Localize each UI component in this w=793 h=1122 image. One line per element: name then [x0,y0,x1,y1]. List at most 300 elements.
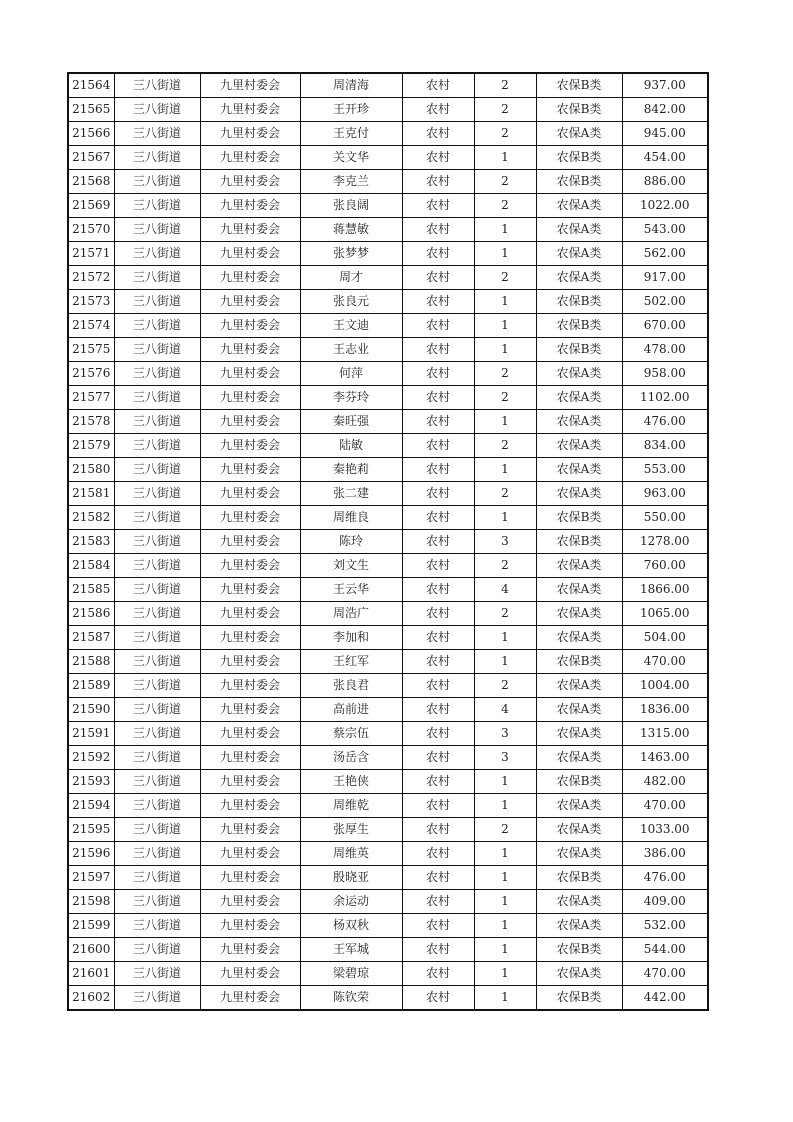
cell-street: 三八街道 [114,818,200,842]
cell-name: 周维乾 [300,794,402,818]
cell-street: 三八街道 [114,122,200,146]
cell-committee: 九里村委会 [200,194,300,218]
cell-category: 农保A类 [536,578,622,602]
cell-street: 三八街道 [114,266,200,290]
cell-area: 农村 [402,554,474,578]
cell-amount: 502.00 [622,290,708,314]
cell-count: 1 [474,146,536,170]
cell-count: 3 [474,746,536,770]
cell-id: 21576 [68,362,114,386]
cell-id: 21590 [68,698,114,722]
table-row [68,146,708,170]
cell-street: 三八街道 [114,458,200,482]
cell-amount: 1463.00 [622,746,708,770]
cell-area: 农村 [402,338,474,362]
cell-amount: 476.00 [622,866,708,890]
table-row [68,626,708,650]
table-row [68,242,708,266]
cell-committee: 九里村委会 [200,770,300,794]
cell-committee: 九里村委会 [200,698,300,722]
cell-area: 农村 [402,578,474,602]
table-row [68,698,708,722]
cell-count: 2 [474,362,536,386]
cell-name: 陆敏 [300,434,402,458]
cell-area: 农村 [402,482,474,506]
cell-id: 21600 [68,938,114,962]
cell-committee: 九里村委会 [200,962,300,986]
cell-count: 2 [474,266,536,290]
cell-street: 三八街道 [114,866,200,890]
cell-category: 农保A类 [536,962,622,986]
cell-count: 2 [474,602,536,626]
cell-area: 农村 [402,170,474,194]
table-row [68,938,708,962]
cell-street: 三八街道 [114,962,200,986]
cell-category: 农保A类 [536,266,622,290]
cell-id: 21593 [68,770,114,794]
cell-amount: 409.00 [622,890,708,914]
table-row [68,482,708,506]
cell-name: 王云华 [300,578,402,602]
cell-committee: 九里村委会 [200,938,300,962]
cell-street: 三八街道 [114,578,200,602]
cell-amount: 544.00 [622,938,708,962]
cell-area: 农村 [402,770,474,794]
cell-street: 三八街道 [114,938,200,962]
cell-category: 农保B类 [536,98,622,122]
cell-id: 21577 [68,386,114,410]
cell-street: 三八街道 [114,770,200,794]
cell-count: 2 [474,386,536,410]
cell-name: 何萍 [300,362,402,386]
cell-category: 农保A类 [536,362,622,386]
table-row [68,914,708,938]
cell-id: 21565 [68,98,114,122]
cell-committee: 九里村委会 [200,73,300,98]
cell-category: 农保A类 [536,914,622,938]
cell-amount: 476.00 [622,410,708,434]
cell-area: 农村 [402,842,474,866]
cell-street: 三八街道 [114,410,200,434]
cell-amount: 842.00 [622,98,708,122]
cell-count: 4 [474,578,536,602]
cell-amount: 1315.00 [622,722,708,746]
cell-count: 2 [474,554,536,578]
cell-id: 21567 [68,146,114,170]
cell-name: 张良阔 [300,194,402,218]
cell-area: 农村 [402,602,474,626]
cell-area: 农村 [402,698,474,722]
cell-amount: 470.00 [622,794,708,818]
table-row [68,434,708,458]
table-row [68,794,708,818]
cell-area: 农村 [402,722,474,746]
cell-committee: 九里村委会 [200,242,300,266]
cell-area: 农村 [402,122,474,146]
table-row [68,986,708,1011]
cell-committee: 九里村委会 [200,842,300,866]
table-row [68,650,708,674]
cell-id: 21588 [68,650,114,674]
cell-id: 21582 [68,506,114,530]
cell-name: 张良元 [300,290,402,314]
cell-category: 农保A类 [536,482,622,506]
cell-street: 三八街道 [114,530,200,554]
cell-area: 农村 [402,362,474,386]
cell-street: 三八街道 [114,626,200,650]
cell-committee: 九里村委会 [200,146,300,170]
cell-count: 1 [474,890,536,914]
cell-amount: 886.00 [622,170,708,194]
table-row [68,722,708,746]
cell-committee: 九里村委会 [200,434,300,458]
cell-category: 农保B类 [536,650,622,674]
cell-committee: 九里村委会 [200,818,300,842]
cell-area: 农村 [402,626,474,650]
cell-area: 农村 [402,962,474,986]
table-row [68,842,708,866]
cell-id: 21569 [68,194,114,218]
cell-count: 2 [474,482,536,506]
cell-committee: 九里村委会 [200,602,300,626]
cell-street: 三八街道 [114,506,200,530]
cell-amount: 553.00 [622,458,708,482]
cell-id: 21583 [68,530,114,554]
cell-count: 2 [474,818,536,842]
cell-committee: 九里村委会 [200,626,300,650]
cell-street: 三八街道 [114,194,200,218]
cell-name: 王克付 [300,122,402,146]
cell-area: 农村 [402,506,474,530]
table-row [68,98,708,122]
cell-street: 三八街道 [114,722,200,746]
table-row [68,410,708,434]
cell-area: 农村 [402,866,474,890]
cell-committee: 九里村委会 [200,650,300,674]
cell-count: 2 [474,674,536,698]
cell-street: 三八街道 [114,842,200,866]
cell-category: 农保A类 [536,674,622,698]
cell-area: 农村 [402,434,474,458]
cell-area: 农村 [402,674,474,698]
cell-category: 农保B类 [536,938,622,962]
cell-count: 1 [474,962,536,986]
cell-name: 李克兰 [300,170,402,194]
cell-committee: 九里村委会 [200,266,300,290]
cell-id: 21575 [68,338,114,362]
cell-area: 农村 [402,938,474,962]
cell-amount: 963.00 [622,482,708,506]
cell-street: 三八街道 [114,290,200,314]
cell-name: 王军城 [300,938,402,962]
cell-count: 3 [474,530,536,554]
cell-street: 三八街道 [114,674,200,698]
cell-category: 农保A类 [536,890,622,914]
cell-committee: 九里村委会 [200,866,300,890]
table-row [68,362,708,386]
cell-name: 蔡宗伍 [300,722,402,746]
cell-id: 21597 [68,866,114,890]
cell-name: 余运动 [300,890,402,914]
cell-committee: 九里村委会 [200,386,300,410]
cell-committee: 九里村委会 [200,362,300,386]
cell-area: 农村 [402,146,474,170]
table-row [68,962,708,986]
cell-count: 1 [474,938,536,962]
cell-amount: 760.00 [622,554,708,578]
cell-street: 三八街道 [114,314,200,338]
cell-area: 农村 [402,290,474,314]
cell-id: 21595 [68,818,114,842]
cell-street: 三八街道 [114,362,200,386]
cell-committee: 九里村委会 [200,122,300,146]
cell-amount: 562.00 [622,242,708,266]
cell-name: 周清海 [300,73,402,98]
cell-count: 1 [474,218,536,242]
cell-area: 农村 [402,73,474,98]
table-row [68,338,708,362]
cell-amount: 1065.00 [622,602,708,626]
cell-amount: 482.00 [622,770,708,794]
table-row [68,122,708,146]
cell-area: 农村 [402,386,474,410]
cell-amount: 1033.00 [622,818,708,842]
table-row [68,890,708,914]
cell-count: 4 [474,698,536,722]
cell-name: 梁碧琼 [300,962,402,986]
cell-street: 三八街道 [114,482,200,506]
cell-category: 农保A类 [536,722,622,746]
cell-committee: 九里村委会 [200,482,300,506]
cell-amount: 532.00 [622,914,708,938]
cell-name: 刘文生 [300,554,402,578]
cell-street: 三八街道 [114,338,200,362]
cell-category: 农保A类 [536,434,622,458]
table-row [68,674,708,698]
cell-id: 21570 [68,218,114,242]
table-row [68,314,708,338]
cell-count: 1 [474,842,536,866]
cell-name: 殷晓亚 [300,866,402,890]
cell-category: 农保B类 [536,338,622,362]
cell-street: 三八街道 [114,890,200,914]
cell-name: 汤岳含 [300,746,402,770]
cell-name: 陈玲 [300,530,402,554]
cell-count: 2 [474,73,536,98]
cell-street: 三八街道 [114,386,200,410]
cell-street: 三八街道 [114,434,200,458]
cell-name: 王文迪 [300,314,402,338]
cell-area: 农村 [402,218,474,242]
cell-id: 21591 [68,722,114,746]
cell-category: 农保A类 [536,242,622,266]
cell-category: 农保B类 [536,866,622,890]
cell-area: 农村 [402,410,474,434]
cell-id: 21598 [68,890,114,914]
cell-count: 1 [474,242,536,266]
cell-id: 21573 [68,290,114,314]
cell-street: 三八街道 [114,698,200,722]
cell-area: 农村 [402,794,474,818]
cell-category: 农保A类 [536,698,622,722]
cell-id: 21578 [68,410,114,434]
cell-name: 王开珍 [300,98,402,122]
cell-category: 农保A类 [536,794,622,818]
cell-area: 农村 [402,458,474,482]
cell-name: 李芬玲 [300,386,402,410]
cell-count: 1 [474,770,536,794]
cell-count: 1 [474,986,536,1011]
cell-id: 21572 [68,266,114,290]
cell-name: 张良君 [300,674,402,698]
cell-area: 农村 [402,194,474,218]
cell-count: 1 [474,914,536,938]
cell-id: 21592 [68,746,114,770]
cell-name: 蒋慧敏 [300,218,402,242]
table-row [68,73,708,98]
cell-category: 农保B类 [536,770,622,794]
cell-committee: 九里村委会 [200,458,300,482]
cell-category: 农保A类 [536,386,622,410]
cell-committee: 九里村委会 [200,554,300,578]
table-row [68,554,708,578]
cell-area: 农村 [402,746,474,770]
cell-id: 21574 [68,314,114,338]
cell-category: 农保B类 [536,290,622,314]
table-body [68,73,708,1010]
cell-street: 三八街道 [114,794,200,818]
cell-name: 杨双秋 [300,914,402,938]
cell-count: 1 [474,626,536,650]
table-row [68,218,708,242]
cell-count: 2 [474,170,536,194]
cell-street: 三八街道 [114,914,200,938]
cell-count: 1 [474,650,536,674]
cell-amount: 550.00 [622,506,708,530]
cell-category: 农保A类 [536,194,622,218]
cell-committee: 九里村委会 [200,746,300,770]
cell-category: 农保A类 [536,746,622,770]
cell-name: 张梦梦 [300,242,402,266]
table-row [68,770,708,794]
cell-name: 张二建 [300,482,402,506]
cell-name: 周维良 [300,506,402,530]
cell-area: 农村 [402,266,474,290]
cell-id: 21584 [68,554,114,578]
cell-street: 三八街道 [114,242,200,266]
cell-amount: 670.00 [622,314,708,338]
cell-count: 2 [474,98,536,122]
cell-committee: 九里村委会 [200,986,300,1011]
data-table [67,72,709,1011]
cell-committee: 九里村委会 [200,890,300,914]
cell-street: 三八街道 [114,602,200,626]
cell-name: 周维英 [300,842,402,866]
cell-count: 1 [474,866,536,890]
cell-id: 21581 [68,482,114,506]
cell-name: 王艳侠 [300,770,402,794]
cell-area: 农村 [402,98,474,122]
cell-committee: 九里村委会 [200,530,300,554]
cell-amount: 1866.00 [622,578,708,602]
cell-area: 农村 [402,650,474,674]
table-row [68,530,708,554]
cell-committee: 九里村委会 [200,410,300,434]
cell-street: 三八街道 [114,218,200,242]
cell-committee: 九里村委会 [200,722,300,746]
cell-name: 李加和 [300,626,402,650]
table-row [68,266,708,290]
cell-amount: 543.00 [622,218,708,242]
cell-category: 农保B类 [536,314,622,338]
cell-committee: 九里村委会 [200,170,300,194]
cell-category: 农保A类 [536,554,622,578]
cell-count: 3 [474,722,536,746]
cell-id: 21602 [68,986,114,1011]
cell-category: 农保A类 [536,458,622,482]
cell-amount: 917.00 [622,266,708,290]
cell-name: 秦艳莉 [300,458,402,482]
table-row [68,866,708,890]
cell-street: 三八街道 [114,986,200,1011]
cell-area: 农村 [402,914,474,938]
cell-area: 农村 [402,314,474,338]
cell-area: 农村 [402,242,474,266]
cell-category: 农保B类 [536,170,622,194]
cell-category: 农保A类 [536,218,622,242]
cell-amount: 386.00 [622,842,708,866]
cell-count: 1 [474,458,536,482]
cell-amount: 478.00 [622,338,708,362]
table-row [68,602,708,626]
cell-name: 周才 [300,266,402,290]
cell-count: 1 [474,410,536,434]
cell-area: 农村 [402,890,474,914]
cell-id: 21585 [68,578,114,602]
cell-amount: 1022.00 [622,194,708,218]
cell-street: 三八街道 [114,170,200,194]
cell-amount: 1278.00 [622,530,708,554]
cell-id: 21571 [68,242,114,266]
cell-id: 21566 [68,122,114,146]
cell-id: 21587 [68,626,114,650]
cell-category: 农保A类 [536,842,622,866]
cell-street: 三八街道 [114,73,200,98]
cell-amount: 454.00 [622,146,708,170]
cell-amount: 470.00 [622,962,708,986]
cell-committee: 九里村委会 [200,794,300,818]
cell-category: 农保A类 [536,818,622,842]
cell-amount: 1004.00 [622,674,708,698]
table-row [68,578,708,602]
cell-street: 三八街道 [114,554,200,578]
cell-name: 高前进 [300,698,402,722]
table-row [68,818,708,842]
cell-amount: 958.00 [622,362,708,386]
cell-count: 1 [474,290,536,314]
cell-committee: 九里村委会 [200,290,300,314]
cell-area: 农村 [402,986,474,1011]
cell-name: 张厚生 [300,818,402,842]
cell-category: 农保A类 [536,626,622,650]
cell-category: 农保B类 [536,506,622,530]
cell-committee: 九里村委会 [200,338,300,362]
cell-category: 农保A类 [536,602,622,626]
cell-id: 21596 [68,842,114,866]
cell-street: 三八街道 [114,746,200,770]
table-row [68,170,708,194]
cell-amount: 945.00 [622,122,708,146]
